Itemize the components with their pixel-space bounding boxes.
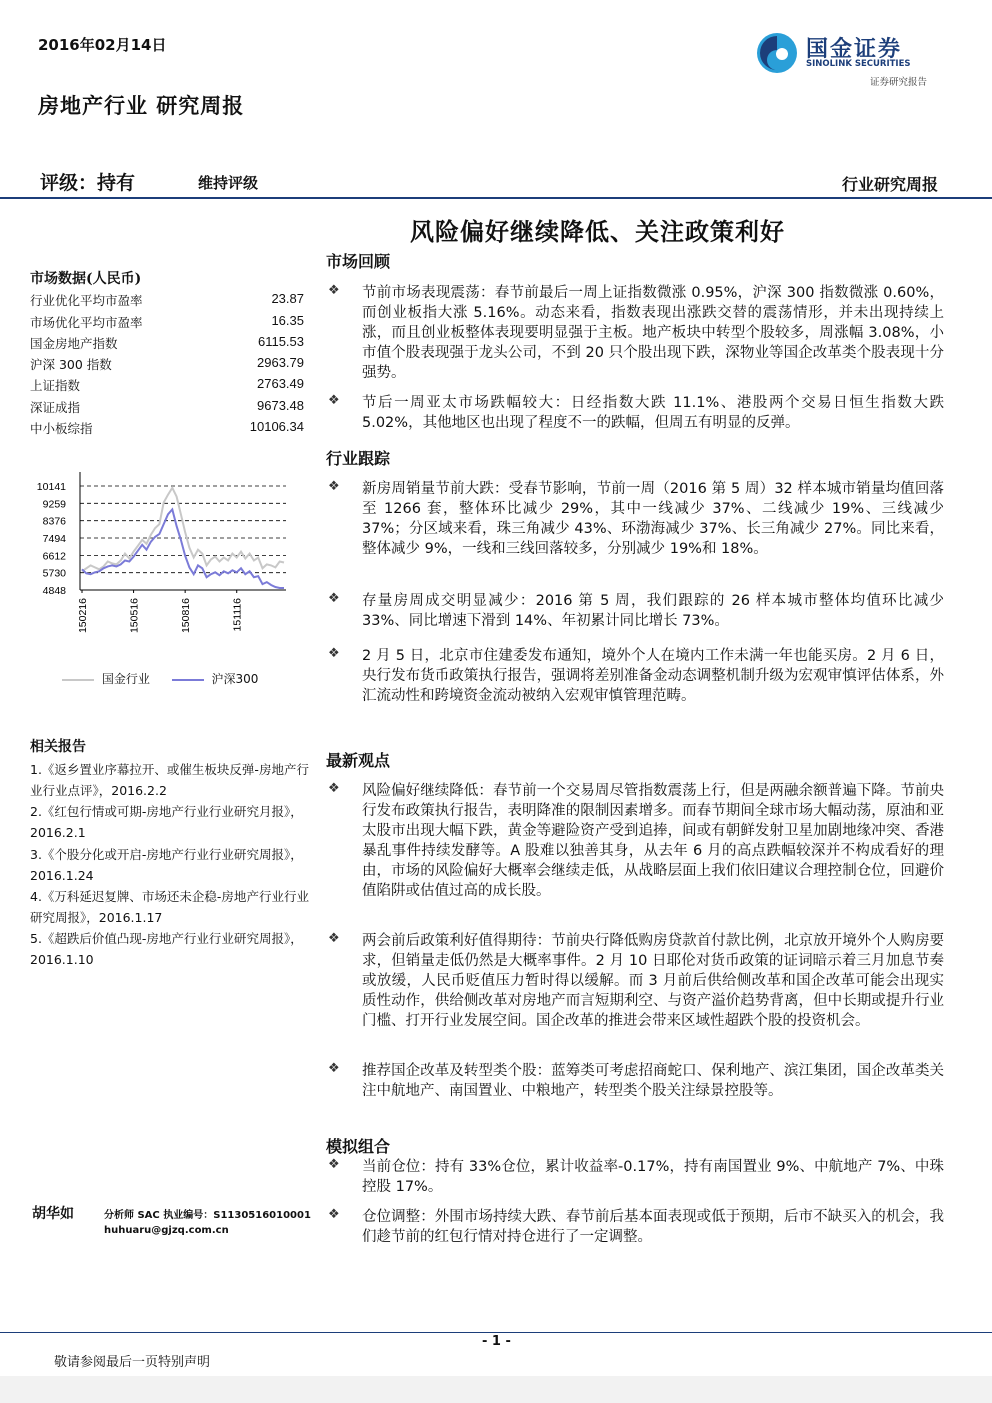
legend-label-hs300: 沪深300 xyxy=(211,672,259,686)
diamond-bullet-icon: ❖ xyxy=(328,1157,340,1172)
bullet-text: 风险偏好继续降低：春节前一个交易周尽管指数震荡上行，但是两融余额普遍下降。节前央行发布政策执行报告，表明降准的限制因素增多。而春节期间全球市场大幅动荡，原油和亚太股市出现大幅下跌，黄金等避险资产受到追捧，间或有朝鲜发射卫星加剧地缘冲突、香港暴乱事件持续发酵等。A 股难以独善其身，从去年 6 月的高点跌幅较深并不构成看好的理由，市场的风险偏好大概率会继续走低，从战略层面上我们依旧建议合理控制仓位，回避价值陷阱或估值过高的成长股。 xyxy=(362,783,944,899)
market-data-label: 沪深 300 指数 xyxy=(30,357,112,372)
main-title: 风险偏好继续降低、关注政策利好 xyxy=(410,217,785,246)
legend-label-industry: 国金行业 xyxy=(101,672,150,686)
market-data-value: 16.35 xyxy=(271,313,304,328)
diamond-bullet-icon: ❖ xyxy=(328,646,340,661)
report-type: 行业研究周报 xyxy=(841,175,938,194)
market-data-row xyxy=(30,419,304,439)
chart-y-tick-label: 10141 xyxy=(36,481,66,493)
related-report-item: 4.《万科延迟复牌、市场还未企稳-房地产行业行业研究周报》，2016.1.17 xyxy=(30,889,309,925)
chart-x-tick-label: 150816 xyxy=(180,598,193,634)
section-heading-market-review: 市场回顾 xyxy=(326,252,391,271)
market-data-value: 2963.79 xyxy=(257,355,304,370)
chart-y-tick-label: 7494 xyxy=(42,533,66,546)
chart-legend xyxy=(62,670,258,687)
market-data-value: 2763.49 xyxy=(257,376,304,391)
diamond-bullet-icon: ❖ xyxy=(328,479,340,494)
footer-divider xyxy=(0,1332,992,1333)
chart-x-tick-label: 150516 xyxy=(128,598,141,634)
section-heading-industry-tracking: 行业跟踪 xyxy=(326,449,391,468)
sinolink-logo-icon xyxy=(756,32,798,74)
legend-swatch-industry xyxy=(62,679,94,681)
bullet-text: 当前仓位：持有 33%仓位，累计收益率-0.17%，持有南国置业 9%、中航地产 7%、中珠控股 17%。 xyxy=(362,1159,944,1195)
market-data-row xyxy=(30,291,304,311)
related-report-item: 1.《返乡置业序幕拉开、或催生板块反弹-房地产行业行业点评》，2016.2.2 xyxy=(30,762,309,798)
section-heading-latest-views: 最新观点 xyxy=(326,751,391,770)
market-data-row xyxy=(30,334,304,354)
market-data-row xyxy=(30,313,304,333)
market-data-row xyxy=(30,398,304,418)
analyst-info xyxy=(104,1208,311,1238)
market-data-label: 市场优化平均市盈率 xyxy=(30,315,143,330)
bullet-text: 存量房周成交明显减少：2016 第 5 周，我们跟踪的 26 样本城市整体均值环比减少 33%、同比增速下滑到 14%、年初累计同比增长 73%。 xyxy=(362,593,944,629)
report-date: 2016年02月14日 xyxy=(38,36,167,54)
rating-label: 评级：持有 xyxy=(40,172,136,194)
industry-title: 房地产行业 研究周报 xyxy=(38,93,245,118)
diamond-bullet-icon: ❖ xyxy=(328,781,340,796)
logo-cn-text: 国金证券 xyxy=(806,37,903,62)
logo-sub-text: 证券研究报告 xyxy=(870,77,928,88)
company-logo xyxy=(756,30,946,90)
related-report-item: 3.《个股分化或开启-房地产行业行业研究周报》，2016.1.24 xyxy=(30,847,303,883)
related-report-item: 2.《红包行情或可期-房地产行业行业研究月报》，2016.2.1 xyxy=(30,804,303,840)
legend-swatch-hs300 xyxy=(172,679,204,681)
chart-y-tick-label: 9259 xyxy=(42,498,66,511)
related-reports-title: 相关报告 xyxy=(30,739,86,755)
chart-x-tick-label: 151116 xyxy=(231,598,244,632)
market-data-label: 上证指数 xyxy=(30,378,81,393)
bullet-text: 仓位调整：外围市场持续大跌、春节前后基本面表现或低于预期，后市不缺买入的机会，我们趁节前的红包行情对持仓进行了一定调整。 xyxy=(362,1209,944,1245)
market-data-label: 深证成指 xyxy=(30,400,81,415)
market-data-value: 10106.34 xyxy=(249,419,304,434)
chart-y-tick-label: 4848 xyxy=(42,585,66,597)
market-data-row xyxy=(30,355,304,375)
related-report-item: 5.《超跌后价值凸现-房地产行业行业研究周报》，2016.1.10 xyxy=(30,931,303,967)
diamond-bullet-icon: ❖ xyxy=(328,283,340,298)
series-line-industry xyxy=(82,488,284,572)
diamond-bullet-icon: ❖ xyxy=(328,1207,340,1222)
bullet-text: 2 月 5 日，北京市住建委发布通知，境外个人在境内工作未满一年也能买房。2 月 6 日，央行发布货币政策执行报告，强调将差别准备金动态调整机制升级为宏观审慎评估体系，外汇流动性和跨境资金流动被纳入宏观审慎管理范畴。 xyxy=(362,648,944,704)
bullet-text: 两会前后政策利好值得期待：节前央行降低购房贷款首付款比例，北京放开境外个人购房要求，但销量走低仍然是大概率事件。2 月 10 日耶伦对货币政策的证词暗示着三月加息节奏或放缓，人民币贬值压力暂时得以缓解。而 3 月前后供给侧改革和国企改革可能会出现实质性动作，供给侧改革对房地产而言短期利空、与资产溢价趋势背离，但中长期或提升行业门槛、打开行业发展空间。国企改革的推进会带来区域性超跌个股的投资机会。 xyxy=(362,933,944,1029)
market-data-value: 6115.53 xyxy=(257,334,304,349)
market-data-title: 市场数据(人民币) xyxy=(30,271,142,287)
bullet-text: 节前市场表现震荡：春节前最后一周上证指数微涨 0.95%，沪深 300 指数微涨 0.60%，而创业板指大涨 5.16%。动态来看，指数表现出涨跌交替的震荡情形，并未出现持续上涨，而且创业板整体表现要明显强于主板。地产板块中转型个股较多，周涨幅 3.08%，小市值个股表现强于龙头公司，不到 20 只个股出现下跌，深物业等国企改革类个股表现十分强势。 xyxy=(362,285,944,381)
header-divider xyxy=(0,197,992,199)
index-line-chart xyxy=(28,466,298,642)
bullet-text: 节后一周亚太市场跌幅较大：日经指数大跌 11.1%、港股两个交易日恒生指数大跌 5.02%，其他地区也出现了程度不一的跌幅，但周五有明显的反弹。 xyxy=(362,395,944,431)
diamond-bullet-icon: ❖ xyxy=(328,931,340,946)
market-data-label: 国金房地产指数 xyxy=(30,336,118,351)
bullet-text: 推荐国企改革及转型类个股：蓝筹类可考虑招商蛇口、保利地产、滨江集团，国企改革类关注中航地产、南国置业、中粮地产，转型类个股关注绿景控股等。 xyxy=(362,1063,944,1099)
analyst-cert: 分析师 SAC 执业编号：S1130516010001 xyxy=(104,1210,311,1221)
market-data-value: 23.87 xyxy=(271,291,304,306)
chart-y-tick-label: 8376 xyxy=(42,515,66,528)
page-number: - 1 - xyxy=(482,1334,511,1349)
disclaimer: 敬请参阅最后一页特别声明 xyxy=(54,1355,211,1370)
footer-band xyxy=(0,1376,992,1403)
logo-en-text: SINOLINK SECURITIES xyxy=(806,59,911,69)
analyst-email: huhuaru@gjzq.com.cn xyxy=(104,1225,229,1236)
diamond-bullet-icon: ❖ xyxy=(328,1061,340,1076)
analyst-name: 胡华如 xyxy=(32,1206,74,1222)
diamond-bullet-icon: ❖ xyxy=(328,591,340,606)
market-data-value: 9673.48 xyxy=(257,398,304,413)
rating-action: 维持评级 xyxy=(198,174,259,192)
market-data-label: 行业优化平均市盈率 xyxy=(30,293,143,308)
section-heading-model-portfolio: 模拟组合 xyxy=(326,1137,391,1156)
chart-y-tick-label: 6612 xyxy=(42,550,66,563)
chart-y-tick-label: 5730 xyxy=(42,567,66,580)
diamond-bullet-icon: ❖ xyxy=(328,393,340,408)
chart-x-tick-label: 150216 xyxy=(77,598,89,634)
market-data-label: 中小板综指 xyxy=(30,421,93,436)
market-data-row xyxy=(30,376,304,396)
bullet-text: 新房周销量节前大跌：受春节影响，节前一周（2016 第 5 周）32 样本城市销量均值回落至 1266 套，整体环比减少 29%，其中一线减少 37%、二线减少 19%、三线减少 37%；分区域来看，珠三角减少 43%、环渤海减少 37%、长三角减少 27%。同比来看，整体减少 9%，一线和三线回落较多，分别减少 19%和 18%。 xyxy=(362,481,944,557)
